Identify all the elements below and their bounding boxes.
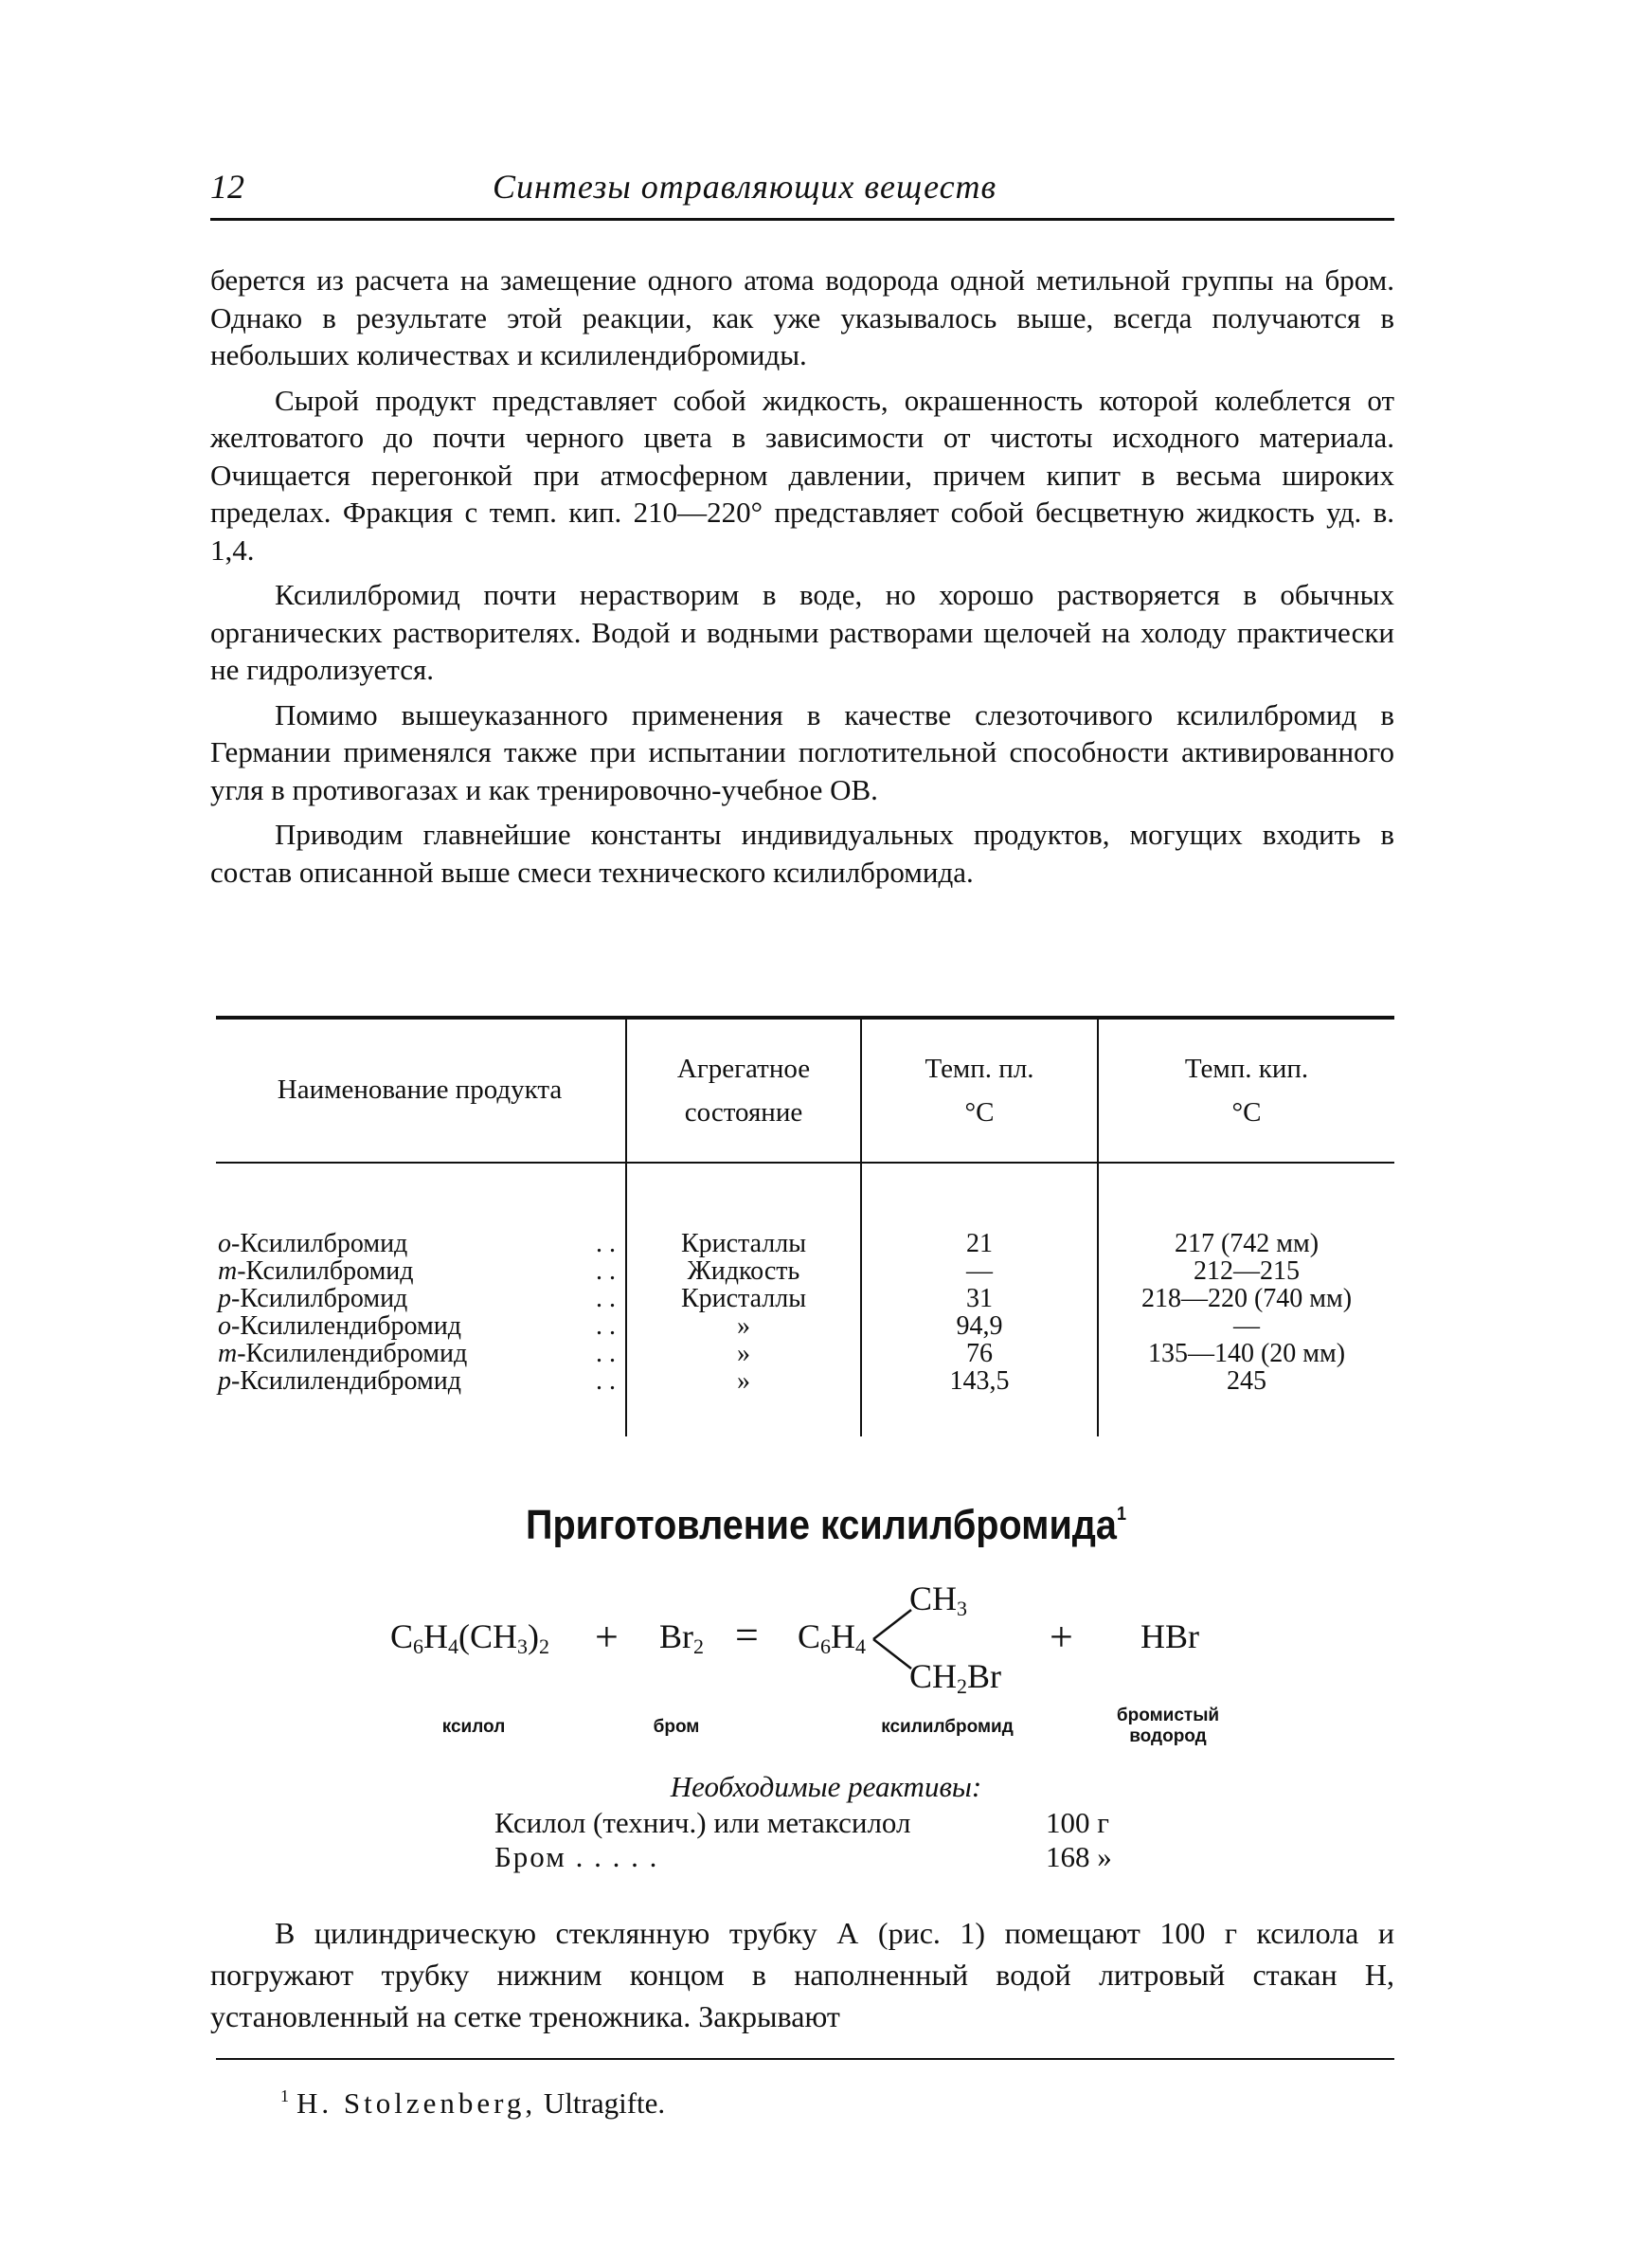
reagent-name: Бром . . . . . [494,1840,659,1873]
formula-xylene: $C_6H_4(CH_3)_2$ [390,1617,550,1658]
plus-sign: + [595,1614,619,1660]
formula-hbr: HBr [1140,1617,1199,1655]
table-header-bp: Темп. кип. °С [1184,1054,1309,1128]
reagents-title: Необходимые реактивы: [670,1770,982,1803]
table-top-rule [216,1016,1394,1020]
table-cell: — [966,1256,993,1286]
footnote-title: Ultragifte. [543,2086,666,2120]
footnote-author: H. Stolzenberg, [296,2086,537,2120]
table-row: o-Ксилилендибромид . . [218,1311,616,1341]
body-text-continued [210,1912,1394,2045]
paragraph: Помимо вышеуказанного применения в качестве слезоточивого ксилилбромид в Германии применялся также при испытании поглотительной способности активированного угля в противогазах и как тренировочно-учебное ОВ. [210,697,1394,806]
table-cell: Жидкость [687,1256,800,1286]
footnote-rule [216,2058,1394,2060]
formula-ch2br-group: $CH_2Br$ [909,1657,1002,1698]
equals-sign: = [735,1612,759,1658]
table-header-state: Агрегатное состояние [676,1054,811,1128]
body-text [210,262,1394,898]
table-row: o-Ксилилбромид . . [218,1229,616,1258]
table-cell: Кристаллы [680,1284,807,1313]
table-cell: 21 [966,1229,993,1258]
formula-ch3-group: $CH_3$ [909,1580,968,1620]
header-rule [210,218,1394,221]
table-column-state [627,1230,860,1395]
table-header-name: Наименование продукта [277,1074,563,1105]
table-row: m-Ксилилендибромид . . [218,1339,616,1368]
table-cell: 31 [966,1284,993,1313]
formula-bromine: $Br_2$ [659,1617,704,1658]
table-cell: 76 [966,1339,993,1368]
section-heading: Приготовление ксилилбромида$^1$ [526,1502,1126,1548]
table-cell: — [1233,1311,1260,1341]
label-xylene: ксилол [441,1717,506,1737]
label-xylyl-bromide: ксилилбромид [881,1717,1014,1737]
table-cell: » [737,1366,750,1396]
paragraph: Приводим главнейшие константы индивидуальных продуктов, могущих входить в состав описанной выше смеси технического ксилилбромида. [210,818,1394,889]
table-cell: 143,5 [949,1366,1010,1396]
paragraph: В цилиндрическую стеклянную трубку А (рис. 1) помещают 100 г ксилола и погружают трубку нижним концом в наполненный водой литровый стакан H, установленный на сетке треножника. Закрывают [210,1916,1394,2033]
table-cell: 218—220 (740 мм) [1140,1284,1353,1313]
table-cell: 217 (742 мм) [1174,1229,1320,1258]
reagent-amount: 168 » [1046,1840,1112,1873]
table-column-mp [862,1230,1097,1395]
table-cell: 135—140 (20 мм) [1147,1339,1346,1368]
table-header-rule [216,1162,1394,1164]
paragraph: Ксилилбромид почти нерастворим в воде, но хорошо растворяется в обычных органических растворителях. Водой и водными растворами щелочей на холоду практически не гидролизуется. [210,578,1394,686]
running-title: Синтезы отравляющих веществ [493,168,997,206]
plus-sign: + [1050,1614,1073,1660]
table-cell: Кристаллы [680,1229,807,1258]
table-cell: 212—215 [1194,1256,1300,1286]
label-hbr: бромистый водород [1116,1706,1220,1746]
page-number: 12 [210,168,244,206]
table-column-bp [1099,1230,1394,1395]
table-row: m-Ксилилбромид . . [218,1256,616,1286]
reagent-amount: 100 г [1046,1806,1109,1839]
table-header-mp: Темп. пл. °С [925,1054,1034,1128]
table-cell: 94,9 [956,1311,1003,1341]
reagent-name: Ксилол (технич.) или метаксилол [494,1806,911,1839]
label-bromine: бром [653,1717,700,1737]
formula-xylyl-bromide-ring: $C_6H_4$ [798,1617,867,1658]
table-cell: 245 [1227,1366,1266,1396]
paragraph: Сырой продукт представляет собой жидкость, окрашенность которой колеблется от желтоватого до почти черного цвета в зависимости от чистоты исходного материала. Очищается перегонкой при атмосферном давлении, причем кипит в весьма широких пределах. Фракция с темп. кип. 210—220° представляет собой бесцветную жидкость уд. в. 1,4. [210,383,1394,567]
table-row: p-Ксилилендибромид . . [218,1366,616,1396]
table-row: p-Ксилилбромид . . [218,1284,616,1313]
table-cell: » [737,1339,750,1368]
paragraph: берется из расчета на замещение одного атома водорода одной метильной группы на бром. Однако в результате этой реакции, как уже указывалось выше, всегда получаются в небольших количествах и ксилилендибромиды. [210,263,1394,371]
table-cell: » [737,1311,750,1341]
table-column-names [218,1230,616,1395]
footnote: $^1$ H. Stolzenberg, Ultragifte. [280,2086,666,2120]
